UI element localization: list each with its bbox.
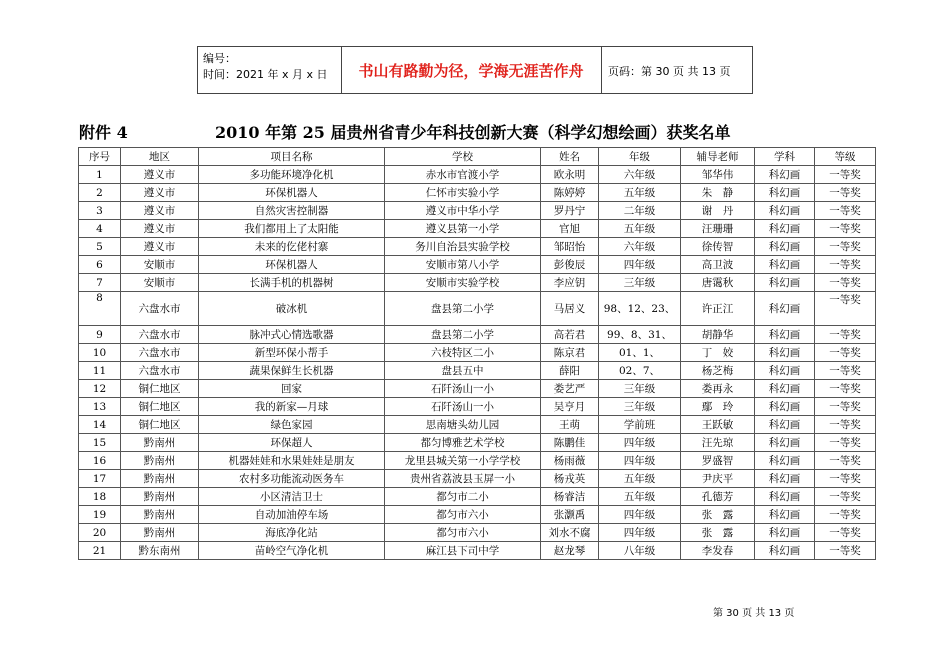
cell-school: 龙里县城关第一小学学校 xyxy=(385,452,541,470)
cell-school: 盘县第二小学 xyxy=(385,326,541,344)
cell-student-name: 薛阳 xyxy=(541,362,599,380)
cell-grade: 五年级 xyxy=(599,488,681,506)
cell-subject: 科幻画 xyxy=(755,184,815,202)
table-row xyxy=(79,506,876,524)
cell-row-number: 13 xyxy=(79,398,121,416)
cell-award-level: 一等奖 xyxy=(815,326,876,344)
cell-award-level: 一等奖 xyxy=(815,542,876,560)
cell-student-name: 邹昭怡 xyxy=(541,238,599,256)
cell-grade: 二年级 xyxy=(599,202,681,220)
cell-advisor: 尹庆平 xyxy=(681,470,755,488)
cell-school: 安顺市实验学校 xyxy=(385,274,541,292)
cell-region: 安顺市 xyxy=(121,274,199,292)
table-row xyxy=(79,452,876,470)
cell-student-name: 杨雨薇 xyxy=(541,452,599,470)
cell-row-number: 4 xyxy=(79,220,121,238)
cell-project-name: 我的新家—月球 xyxy=(199,398,385,416)
cell-school: 思南塘头幼儿园 xyxy=(385,416,541,434)
cell-region: 黔南州 xyxy=(121,470,199,488)
column-header: 辅导老师 xyxy=(681,148,755,166)
header-motto: 书山有路勤为径，学海无涯苦作舟 xyxy=(358,62,584,80)
cell-region: 黔南州 xyxy=(121,506,199,524)
cell-award-level: 一等奖 xyxy=(815,166,876,184)
page-footer: 第 30 页 共 13 页 xyxy=(713,608,795,619)
cell-project-name: 环保机器人 xyxy=(199,256,385,274)
cell-subject: 科幻画 xyxy=(755,380,815,398)
cell-grade: 六年级 xyxy=(599,166,681,184)
table-row xyxy=(79,542,876,560)
cell-student-name: 杨睿洁 xyxy=(541,488,599,506)
cell-subject: 科幻画 xyxy=(755,524,815,542)
cell-grade: 02、7、 xyxy=(599,362,681,380)
cell-student-name: 高若君 xyxy=(541,326,599,344)
column-header: 学科 xyxy=(755,148,815,166)
cell-award-level: 一等奖 xyxy=(815,380,876,398)
cell-advisor: 李发春 xyxy=(681,542,755,560)
cell-project-name: 绿色家园 xyxy=(199,416,385,434)
cell-row-number: 8 xyxy=(79,292,121,326)
cell-subject: 科幻画 xyxy=(755,166,815,184)
cell-advisor: 娄再永 xyxy=(681,380,755,398)
cell-award-level: 一等奖 xyxy=(815,470,876,488)
cell-project-name: 破冰机 xyxy=(199,292,385,326)
cell-region: 六盘水市 xyxy=(121,292,199,326)
cell-grade: 三年级 xyxy=(599,398,681,416)
column-header: 年级 xyxy=(599,148,681,166)
cell-award-level: 一等奖 xyxy=(815,202,876,220)
table-row xyxy=(79,470,876,488)
cell-student-name: 赵龙琴 xyxy=(541,542,599,560)
cell-grade: 五年级 xyxy=(599,220,681,238)
cell-advisor: 汪珊珊 xyxy=(681,220,755,238)
cell-grade: 八年级 xyxy=(599,542,681,560)
header-page-cell xyxy=(602,47,752,93)
cell-advisor: 鄢 玲 xyxy=(681,398,755,416)
cell-advisor: 孔德芳 xyxy=(681,488,755,506)
cell-subject: 科幻画 xyxy=(755,488,815,506)
cell-region: 遵义市 xyxy=(121,202,199,220)
cell-subject: 科幻画 xyxy=(755,202,815,220)
cell-student-name: 王萌 xyxy=(541,416,599,434)
cell-student-name: 陈婷婷 xyxy=(541,184,599,202)
cell-subject: 科幻画 xyxy=(755,506,815,524)
table-row xyxy=(79,434,876,452)
cell-row-number: 18 xyxy=(79,488,121,506)
document-title: 2010 年第 25 届贵州省青少年科技创新大赛（科学幻想绘画）获奖名单 xyxy=(215,123,731,142)
cell-row-number: 10 xyxy=(79,344,121,362)
cell-row-number: 3 xyxy=(79,202,121,220)
table-row xyxy=(79,488,876,506)
cell-region: 遵义市 xyxy=(121,166,199,184)
cell-award-level: 一等奖 xyxy=(815,184,876,202)
cell-subject: 科幻画 xyxy=(755,470,815,488)
cell-school: 麻江县下司中学 xyxy=(385,542,541,560)
cell-school: 仁怀市实验小学 xyxy=(385,184,541,202)
table-row xyxy=(79,220,876,238)
cell-subject: 科幻画 xyxy=(755,238,815,256)
cell-project-name: 我们都用上了太阳能 xyxy=(199,220,385,238)
cell-award-level: 一等奖 xyxy=(815,274,876,292)
cell-award-level: 一等奖 xyxy=(815,488,876,506)
cell-grade: 01、1、 xyxy=(599,344,681,362)
cell-project-name: 农村多功能流动医务车 xyxy=(199,470,385,488)
cell-project-name: 小区清洁卫士 xyxy=(199,488,385,506)
cell-subject: 科幻画 xyxy=(755,326,815,344)
cell-row-number: 12 xyxy=(79,380,121,398)
cell-award-level: 一等奖 xyxy=(815,292,876,326)
cell-region: 黔东南州 xyxy=(121,542,199,560)
cell-grade: 99、8、31、 xyxy=(599,326,681,344)
cell-award-level: 一等奖 xyxy=(815,362,876,380)
cell-advisor: 汪先琼 xyxy=(681,434,755,452)
cell-row-number: 15 xyxy=(79,434,121,452)
cell-advisor: 许正江 xyxy=(681,292,755,326)
cell-row-number: 5 xyxy=(79,238,121,256)
cell-student-name: 李应钥 xyxy=(541,274,599,292)
table-row xyxy=(79,380,876,398)
table-row xyxy=(79,184,876,202)
table-row xyxy=(79,362,876,380)
cell-student-name: 马居义 xyxy=(541,292,599,326)
cell-advisor: 张 露 xyxy=(681,506,755,524)
cell-grade: 学前班 xyxy=(599,416,681,434)
cell-school: 遵义县第一小学 xyxy=(385,220,541,238)
cell-subject: 科幻画 xyxy=(755,542,815,560)
header-page-number: 页码：第 30 页 共 13 页 xyxy=(608,65,731,78)
document-header xyxy=(197,46,753,94)
cell-student-name: 陈京君 xyxy=(541,344,599,362)
cell-region: 遵义市 xyxy=(121,184,199,202)
table-row xyxy=(79,256,876,274)
cell-advisor: 杨芝梅 xyxy=(681,362,755,380)
cell-student-name: 罗丹宁 xyxy=(541,202,599,220)
cell-advisor: 唐霭秋 xyxy=(681,274,755,292)
cell-subject: 科幻画 xyxy=(755,220,815,238)
cell-award-level: 一等奖 xyxy=(815,238,876,256)
cell-school: 都匀市二小 xyxy=(385,488,541,506)
column-header: 学校 xyxy=(385,148,541,166)
cell-school: 遵义市中华小学 xyxy=(385,202,541,220)
cell-project-name: 长满手机的机器树 xyxy=(199,274,385,292)
cell-project-name: 多功能环境净化机 xyxy=(199,166,385,184)
cell-project-name: 机器娃娃和水果娃娃是朋友 xyxy=(199,452,385,470)
cell-project-name: 未来的仡佬村寨 xyxy=(199,238,385,256)
cell-advisor: 高卫波 xyxy=(681,256,755,274)
cell-award-level: 一等奖 xyxy=(815,524,876,542)
cell-project-name: 海底净化站 xyxy=(199,524,385,542)
cell-project-name: 苗岭空气净化机 xyxy=(199,542,385,560)
cell-advisor: 邹华伟 xyxy=(681,166,755,184)
cell-project-name: 蔬果保鲜生长机器 xyxy=(199,362,385,380)
cell-award-level: 一等奖 xyxy=(815,344,876,362)
annex-label: 附件 4 xyxy=(79,123,128,142)
cell-region: 六盘水市 xyxy=(121,326,199,344)
cell-subject: 科幻画 xyxy=(755,434,815,452)
cell-school: 安顺市第八小学 xyxy=(385,256,541,274)
table-row xyxy=(79,238,876,256)
cell-advisor: 王跃敏 xyxy=(681,416,755,434)
cell-region: 黔南州 xyxy=(121,488,199,506)
cell-student-name: 刘水不腐 xyxy=(541,524,599,542)
cell-row-number: 7 xyxy=(79,274,121,292)
cell-row-number: 19 xyxy=(79,506,121,524)
cell-subject: 科幻画 xyxy=(755,274,815,292)
cell-region: 黔南州 xyxy=(121,452,199,470)
cell-project-name: 回家 xyxy=(199,380,385,398)
cell-region: 铜仁地区 xyxy=(121,416,199,434)
cell-school: 务川自治县实验学校 xyxy=(385,238,541,256)
cell-school: 石阡汤山一小 xyxy=(385,398,541,416)
cell-project-name: 环保超人 xyxy=(199,434,385,452)
cell-advisor: 朱 静 xyxy=(681,184,755,202)
cell-award-level: 一等奖 xyxy=(815,256,876,274)
cell-row-number: 2 xyxy=(79,184,121,202)
awards-table xyxy=(78,147,876,560)
cell-project-name: 自动加油停车场 xyxy=(199,506,385,524)
cell-region: 铜仁地区 xyxy=(121,380,199,398)
cell-region: 铜仁地区 xyxy=(121,398,199,416)
cell-award-level: 一等奖 xyxy=(815,434,876,452)
cell-row-number: 9 xyxy=(79,326,121,344)
column-header: 地区 xyxy=(121,148,199,166)
table-row xyxy=(79,344,876,362)
cell-region: 安顺市 xyxy=(121,256,199,274)
cell-award-level: 一等奖 xyxy=(815,398,876,416)
cell-row-number: 20 xyxy=(79,524,121,542)
cell-advisor: 胡静华 xyxy=(681,326,755,344)
cell-student-name: 吴亨月 xyxy=(541,398,599,416)
cell-school: 石阡汤山一小 xyxy=(385,380,541,398)
table-row xyxy=(79,416,876,434)
cell-award-level: 一等奖 xyxy=(815,506,876,524)
cell-grade: 五年级 xyxy=(599,184,681,202)
cell-grade: 三年级 xyxy=(599,380,681,398)
cell-row-number: 21 xyxy=(79,542,121,560)
table-row xyxy=(79,326,876,344)
cell-row-number: 16 xyxy=(79,452,121,470)
cell-subject: 科幻画 xyxy=(755,344,815,362)
cell-subject: 科幻画 xyxy=(755,416,815,434)
cell-student-name: 欧永明 xyxy=(541,166,599,184)
cell-row-number: 17 xyxy=(79,470,121,488)
cell-school: 盘县第二小学 xyxy=(385,292,541,326)
column-header: 项目名称 xyxy=(199,148,385,166)
cell-student-name: 杨戎英 xyxy=(541,470,599,488)
cell-region: 黔南州 xyxy=(121,524,199,542)
cell-grade: 三年级 xyxy=(599,274,681,292)
cell-grade: 六年级 xyxy=(599,238,681,256)
cell-student-name: 张灏禹 xyxy=(541,506,599,524)
cell-row-number: 1 xyxy=(79,166,121,184)
cell-region: 黔南州 xyxy=(121,434,199,452)
table-row xyxy=(79,292,876,326)
cell-project-name: 新型环保小帮手 xyxy=(199,344,385,362)
table-row xyxy=(79,398,876,416)
cell-school: 都匀市六小 xyxy=(385,506,541,524)
column-header: 姓名 xyxy=(541,148,599,166)
document-time-label: 时间：2021 年 x 月 x 日 xyxy=(203,68,328,81)
cell-advisor: 丁 姣 xyxy=(681,344,755,362)
header-motto-cell xyxy=(341,47,602,93)
cell-school: 赤水市官渡小学 xyxy=(385,166,541,184)
cell-row-number: 14 xyxy=(79,416,121,434)
cell-advisor: 张 露 xyxy=(681,524,755,542)
cell-subject: 科幻画 xyxy=(755,362,815,380)
table-row xyxy=(79,524,876,542)
cell-grade: 四年级 xyxy=(599,506,681,524)
cell-row-number: 11 xyxy=(79,362,121,380)
cell-grade: 98、12、23、 xyxy=(599,292,681,326)
table-row xyxy=(79,274,876,292)
cell-region: 遵义市 xyxy=(121,238,199,256)
header-meta-cell xyxy=(198,47,342,93)
table-header-row xyxy=(79,148,876,166)
document-code-label: 编号： xyxy=(203,52,236,65)
cell-subject: 科幻画 xyxy=(755,256,815,274)
cell-award-level: 一等奖 xyxy=(815,416,876,434)
cell-project-name: 环保机器人 xyxy=(199,184,385,202)
cell-grade: 五年级 xyxy=(599,470,681,488)
cell-grade: 四年级 xyxy=(599,524,681,542)
table-row xyxy=(79,202,876,220)
cell-student-name: 陈鹏佳 xyxy=(541,434,599,452)
cell-row-number: 6 xyxy=(79,256,121,274)
table-row xyxy=(79,166,876,184)
cell-school: 都匀博雅艺术学校 xyxy=(385,434,541,452)
cell-region: 六盘水市 xyxy=(121,344,199,362)
cell-advisor: 徐传智 xyxy=(681,238,755,256)
cell-award-level: 一等奖 xyxy=(815,220,876,238)
table-body xyxy=(79,166,876,560)
cell-school: 六枝特区二小 xyxy=(385,344,541,362)
cell-student-name: 娄艺严 xyxy=(541,380,599,398)
cell-school: 贵州省荔波县玉屏一小 xyxy=(385,470,541,488)
cell-region: 六盘水市 xyxy=(121,362,199,380)
cell-grade: 四年级 xyxy=(599,434,681,452)
cell-school: 盘县五中 xyxy=(385,362,541,380)
cell-advisor: 谢 丹 xyxy=(681,202,755,220)
column-header: 序号 xyxy=(79,148,121,166)
cell-student-name: 官旭 xyxy=(541,220,599,238)
cell-subject: 科幻画 xyxy=(755,398,815,416)
cell-project-name: 自然灾害控制器 xyxy=(199,202,385,220)
cell-region: 遵义市 xyxy=(121,220,199,238)
cell-project-name: 脉冲式心情选歌器 xyxy=(199,326,385,344)
cell-student-name: 彭俊辰 xyxy=(541,256,599,274)
cell-school: 都匀市六小 xyxy=(385,524,541,542)
cell-subject: 科幻画 xyxy=(755,452,815,470)
cell-grade: 四年级 xyxy=(599,256,681,274)
cell-grade: 四年级 xyxy=(599,452,681,470)
cell-subject: 科幻画 xyxy=(755,292,815,326)
cell-advisor: 罗盛智 xyxy=(681,452,755,470)
column-header: 等级 xyxy=(815,148,876,166)
cell-award-level: 一等奖 xyxy=(815,452,876,470)
